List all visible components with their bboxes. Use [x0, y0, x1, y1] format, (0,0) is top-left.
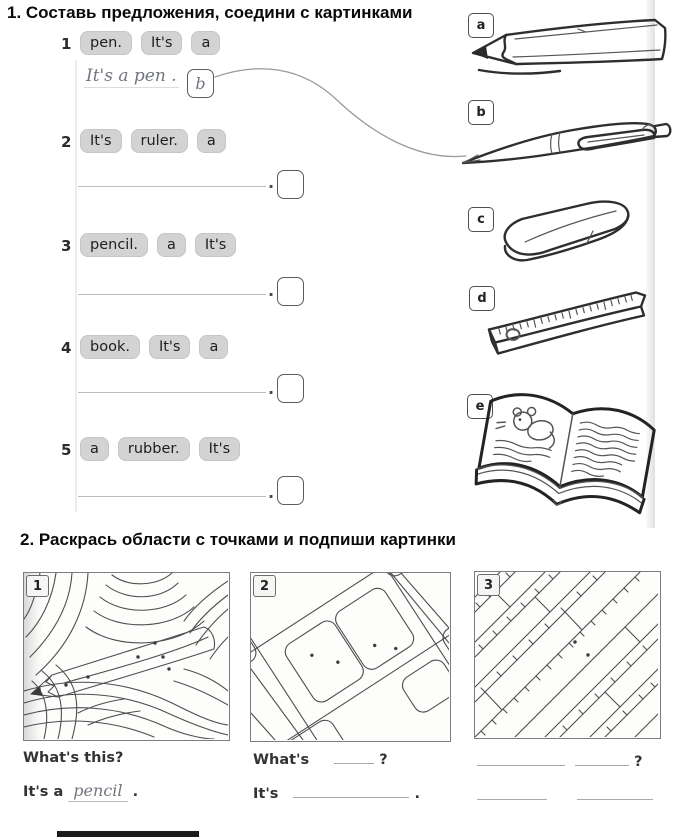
item-number-5: 5 [61, 441, 72, 459]
word-tile: It's [195, 233, 237, 257]
caption-answer-3 [477, 786, 653, 804]
answer-blank[interactable] [577, 786, 653, 800]
picture-letter: e [475, 399, 485, 414]
answer-period-5: . [268, 483, 275, 502]
question-blank[interactable] [575, 752, 629, 766]
panel-number-2 [253, 575, 276, 597]
coloring-panel-1[interactable] [23, 572, 230, 741]
word-tile: a [80, 437, 109, 461]
word-tile: pen. [80, 31, 132, 55]
answer-period-2: . [268, 173, 275, 192]
panel-number-1 [26, 575, 49, 597]
answer-period: . [132, 784, 139, 800]
word-tile: rubber. [118, 437, 190, 461]
handwritten-letter: b [195, 74, 206, 93]
task2-title: 2. Раскрась области с точками и подпиши картинки [20, 530, 456, 549]
answer-prefix: It's a [23, 784, 64, 800]
caption-question-1: What's this? [23, 750, 124, 766]
picture-letter: c [477, 212, 485, 227]
word-tile: ruler. [131, 129, 188, 153]
word-tile: a [197, 129, 226, 153]
word-tile: It's [199, 437, 241, 461]
word-tile: It's [80, 129, 122, 153]
word-tile: a [157, 233, 186, 257]
panel-number-text: 3 [483, 577, 494, 593]
caption-answer-1 [23, 781, 138, 800]
word-tile: a [199, 335, 228, 359]
answer-period: . [414, 786, 421, 802]
task1-title: 1. Составь предложения, соедини с картинками [7, 3, 413, 22]
hidden-book-coloring [251, 573, 449, 740]
word-tile: It's [149, 335, 191, 359]
hidden-pencil-coloring [24, 573, 228, 739]
panel-number-text: 1 [32, 578, 43, 594]
picture-letter: a [476, 18, 486, 33]
scan-artifact-bar [57, 831, 199, 837]
picture-letter: d [477, 291, 487, 306]
pen-illustration [458, 110, 673, 180]
coloring-panel-3[interactable] [474, 571, 661, 739]
word-tile: book. [80, 335, 140, 359]
answer-blank[interactable] [477, 786, 547, 800]
answer-blank[interactable] [293, 784, 409, 798]
item-number-3: 3 [61, 237, 72, 255]
question-mark: ? [379, 752, 388, 768]
picture-label-c [468, 207, 494, 232]
rubber-illustration [492, 197, 647, 277]
word-tile: pencil. [80, 233, 148, 257]
question-mark: ? [634, 754, 643, 770]
caption-question-2 [253, 750, 388, 768]
item-number-1: 1 [61, 35, 72, 53]
question-blank[interactable] [477, 752, 565, 766]
picture-letter: b [476, 105, 486, 120]
item-number-2: 2 [61, 133, 72, 151]
handwritten-word-pencil: pencil [68, 781, 127, 802]
caption-answer-2 [253, 784, 420, 802]
word-tile: It's [141, 31, 183, 55]
item-number-4: 4 [61, 339, 72, 357]
answer-prefix: It's [253, 786, 279, 802]
hidden-ruler-coloring [475, 572, 658, 737]
question-prefix: What's [253, 752, 310, 768]
word-tile: a [191, 31, 220, 55]
book-illustration [470, 382, 660, 534]
answer-period-3: . [268, 281, 275, 300]
coloring-panel-2[interactable] [250, 572, 451, 742]
question-blank[interactable] [334, 750, 374, 764]
panel-number-text: 2 [259, 578, 270, 594]
answer-period-4: . [268, 379, 275, 398]
caption-question-3 [477, 752, 643, 770]
pencil-illustration [462, 14, 672, 78]
handwritten-answer-1: It's a pen . [86, 66, 177, 86]
ruler-illustration [479, 282, 659, 370]
panel-number-3 [477, 574, 500, 596]
